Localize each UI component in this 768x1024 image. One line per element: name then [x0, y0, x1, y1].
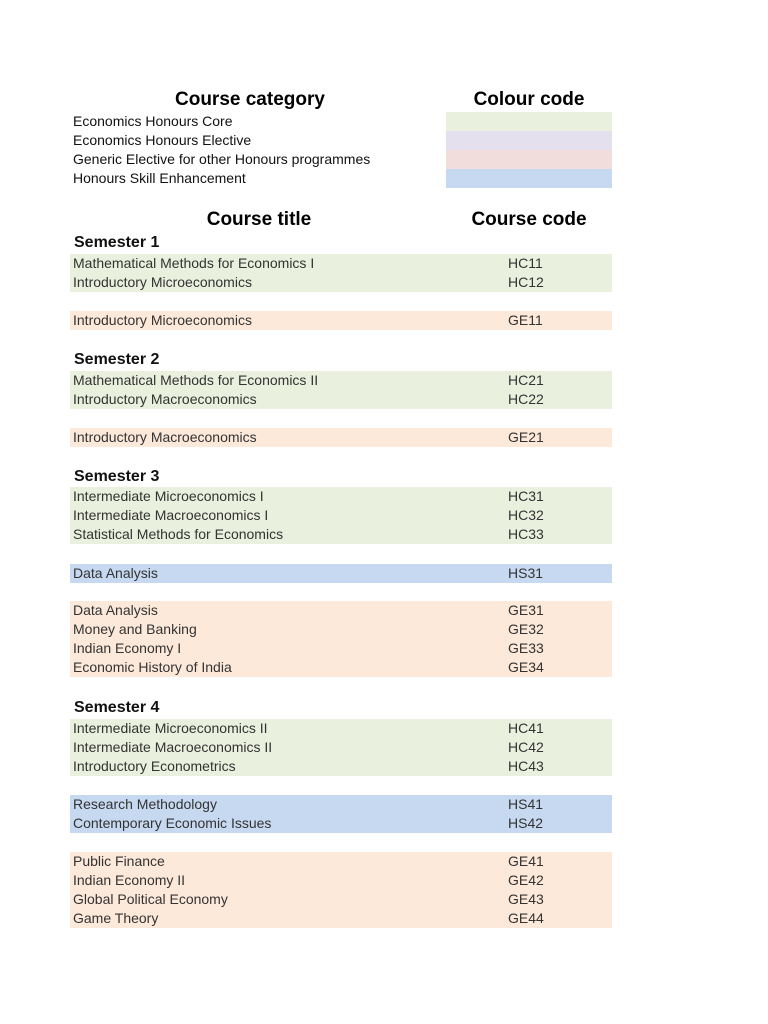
- course-code: HC31: [508, 488, 544, 504]
- legend-swatch-elective: [446, 131, 612, 150]
- course-title: Data Analysis: [73, 602, 158, 618]
- course-row: [70, 506, 612, 525]
- course-code-header: Course code: [471, 209, 587, 230]
- course-code: GE11: [508, 312, 543, 328]
- course-code: HC43: [508, 758, 544, 774]
- course-code: HS41: [508, 796, 544, 812]
- course-title: Money and Banking: [73, 621, 197, 637]
- course-title: Research Methodology: [73, 796, 217, 812]
- legend-swatch-core: [446, 112, 612, 131]
- course-code: GE33: [508, 640, 544, 656]
- course-row: [70, 814, 612, 833]
- course-code: HS42: [508, 815, 544, 831]
- course-code: HC21: [508, 372, 544, 388]
- course-row: [70, 311, 612, 330]
- course-code: HC33: [508, 526, 544, 542]
- legend-label-generic: Generic Elective for other Honours programmes: [73, 151, 371, 167]
- course-title: Game Theory: [73, 910, 159, 926]
- course-code: GE34: [508, 659, 544, 675]
- course-title: Economic History of India: [73, 659, 232, 675]
- legend-label-elective: Economics Honours Elective: [73, 132, 252, 148]
- course-title: Statistical Methods for Economics: [73, 526, 284, 542]
- legend-label-core: Economics Honours Core: [73, 113, 233, 129]
- course-row: [70, 658, 612, 677]
- course-code: GE44: [508, 910, 544, 926]
- course-row: [70, 564, 612, 583]
- course-row: [70, 909, 612, 928]
- course-row: [70, 390, 612, 409]
- course-title: Introductory Microeconomics: [73, 274, 252, 290]
- course-code: GE41: [508, 853, 544, 869]
- course-row: [70, 620, 612, 639]
- course-code: HC41: [508, 720, 544, 736]
- course-code: HC11: [508, 255, 543, 271]
- course-row: [70, 890, 612, 909]
- course-title: Data Analysis: [73, 565, 158, 581]
- course-row: [70, 273, 612, 292]
- course-row: [70, 487, 612, 506]
- course-code: HS31: [508, 565, 544, 581]
- course-title: Intermediate Macroeconomics I: [73, 507, 269, 523]
- semester-heading: Semester 2: [74, 351, 160, 368]
- course-code: GE31: [508, 602, 544, 618]
- course-title: Introductory Microeconomics: [73, 312, 252, 328]
- course-title: Indian Economy II: [73, 872, 186, 888]
- course-category-header: Course category: [175, 89, 325, 110]
- course-code: GE43: [508, 891, 544, 907]
- course-code: HC32: [508, 507, 544, 523]
- course-title: Intermediate Macroeconomics II: [73, 739, 273, 755]
- course-row: [70, 525, 612, 544]
- semester-heading: Semester 4: [74, 699, 160, 716]
- legend-swatch-generic: [446, 150, 612, 169]
- course-title: Mathematical Methods for Economics I: [73, 255, 315, 271]
- course-title-header: Course title: [206, 209, 312, 230]
- course-row: [70, 719, 612, 738]
- course-code: HC22: [508, 391, 544, 407]
- course-row: [70, 428, 612, 447]
- course-title: Intermediate Microeconomics I: [73, 488, 264, 504]
- course-title: Global Political Economy: [73, 891, 228, 907]
- course-title: Introductory Macroeconomics: [73, 429, 257, 445]
- course-row: [70, 639, 612, 658]
- course-code: GE32: [508, 621, 544, 637]
- legend-label-skill: Honours Skill Enhancement: [73, 170, 246, 186]
- course-row: [70, 757, 612, 776]
- course-row: [70, 601, 612, 620]
- course-title: Indian Economy I: [73, 640, 182, 656]
- course-code: HC12: [508, 274, 544, 290]
- course-code: GE21: [508, 429, 544, 445]
- semester-heading: Semester 3: [74, 468, 160, 485]
- legend-swatch-skill: [446, 169, 612, 188]
- course-title: Introductory Macroeconomics: [73, 391, 257, 407]
- course-title: Public Finance: [73, 853, 165, 869]
- course-title: Contemporary Economic Issues: [73, 815, 272, 831]
- course-code: GE42: [508, 872, 544, 888]
- course-row: [70, 738, 612, 757]
- colour-code-header: Colour code: [473, 89, 585, 110]
- course-row: [70, 795, 612, 814]
- course-title: Mathematical Methods for Economics II: [73, 372, 319, 388]
- course-title: Intermediate Microeconomics II: [73, 720, 268, 736]
- course-row: [70, 852, 612, 871]
- semester-heading: Semester 1: [74, 234, 160, 251]
- course-row: [70, 871, 612, 890]
- course-row: [70, 254, 612, 273]
- course-code: HC42: [508, 739, 544, 755]
- course-row: [70, 371, 612, 390]
- course-title: Introductory Econometrics: [73, 758, 236, 774]
